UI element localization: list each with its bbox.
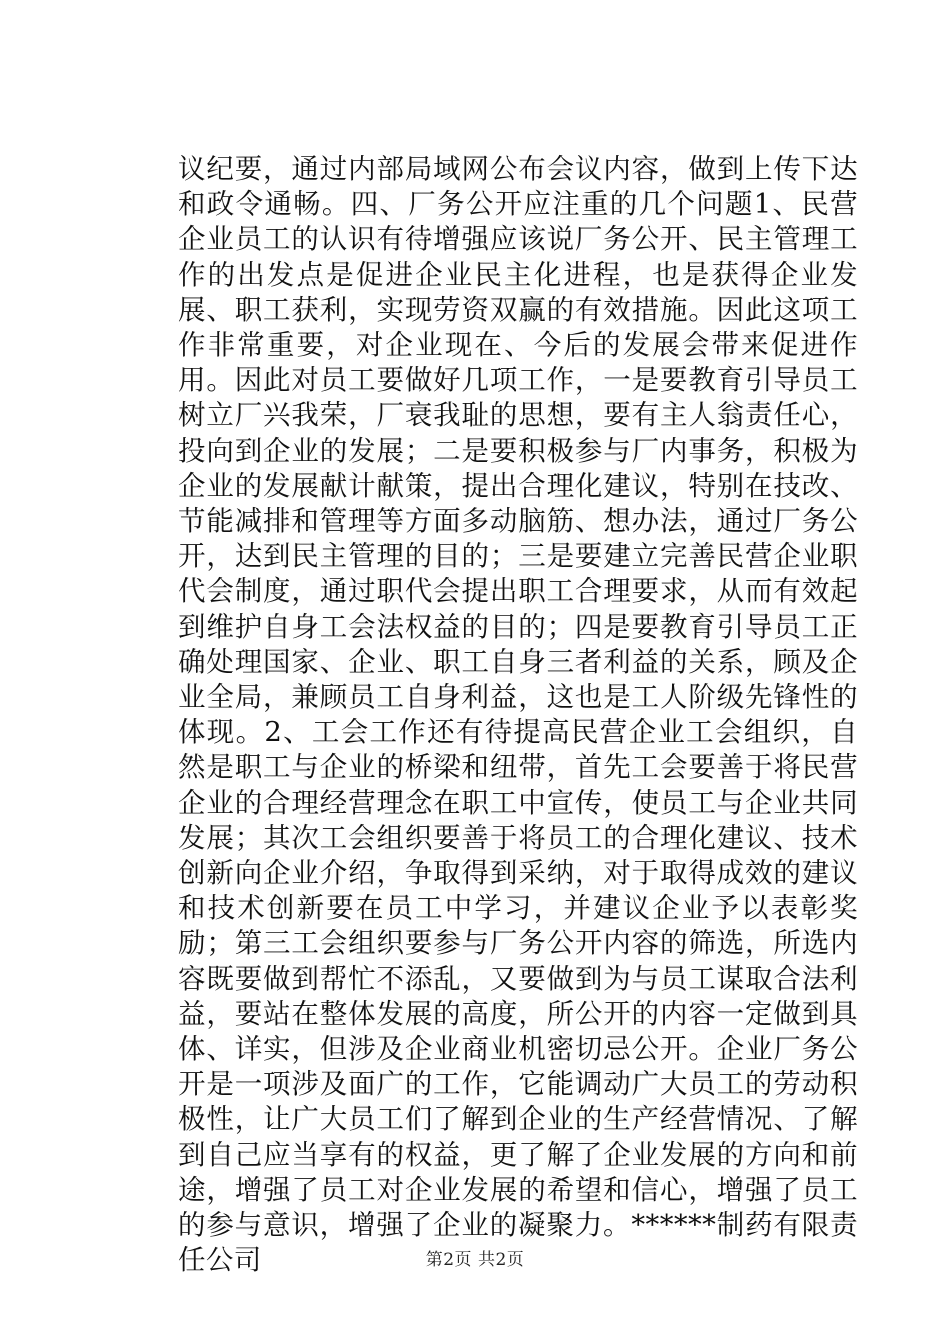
body-paragraph: 议纪要，通过内部局域网公布会议内容，做到上传下达和政令通畅。四、厂务公开应注重的几个问题1、民营企业员工的认识有待增强应该说厂务公开、民主管理工作的出发点是促进企业民主化进程，也是获得企业发展、职工获利，实现劳资双赢的有效措施。因此这项工作非常重要，对企业现在、今后的发展会带来促进作用。因此对员工要做好几项工作，一是要教育引导员工树立厂兴我荣，厂衰我耻的思想，要有主人翁责任心，投向到企业的发展；二是要积极参与厂内事务，积极为企业的发展献计献策，提出合理化建议，特别在技改、节能减排和管理等方面多动脑筋、想办法，通过厂务公开，达到民主管理的目的；三是要建立完善民营企业职代会制度，通过职代会提出职工合理要求，从而有效起到维护自身工会法权益的目的；四是要教育引导员工正确处理国家、企业、职工自身三者利益的关系，顾及企业全局，兼顾员工自身利益，这也是工人阶级先锋性的体现。2、工会工作还有待提高民营企业工会组织，自然是职工与企业的桥梁和纽带，首先工会要善于将民营企业的合理经营理念在职工中宣传，使员工与企业共同发展；其次工会组织要善于将员工的合理化建议、技术创新向企业介绍，争取得到采纳，对于取得成效的建议和技术创新要在员工中学习，并建议企业予以表彰奖励；第三工会组织要参与厂务公开内容的筛选，所选内容既要做到帮忙不添乱，又要做到为与员工谋取合法利益，要站在整体发展的高度，所公开的内容一定做到具体、详实，但涉及企业商业机密切忌公开。企业厂务公开是一项涉及面广的工作，它能调动广大员工的劳动积极性，让广大员工们了解到企业的生产经营情况、了解到自己应当享有的权益，更了解了企业发展的方向和前途，增强了员工对企业发展的希望和信心，增强了员工的参与意识，增强了企业的凝聚力。******制药有限责任公司 xyxy=(178,153,858,1277)
page-number-footer: 第2页 共2页 xyxy=(425,1250,525,1270)
